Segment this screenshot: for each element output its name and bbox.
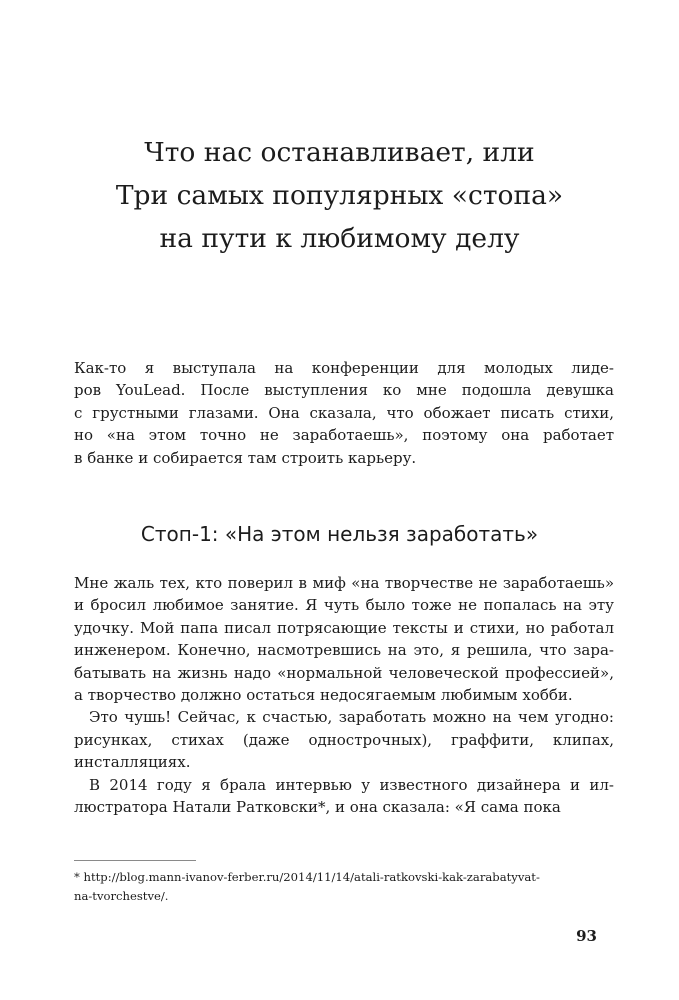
text-line: а творчество должно остаться недосягаемым любимым хобби.	[74, 686, 573, 705]
chapter-title	[60, 131, 619, 260]
footnote-divider	[74, 860, 196, 861]
text-line: Это чушь! Сейчас, к счастью, заработать можно на чем угодно:	[89, 708, 614, 727]
text-line: рисунках, стихах (даже однострочных), граффити, клипах,	[74, 730, 614, 749]
text-line: инженером. Конечно, насмотревшись на это, я решила, что зара-	[74, 641, 614, 660]
footnote	[74, 868, 614, 906]
text-line: люстратора Натали Ратковски*, и она сказала: «Я сама пока	[74, 798, 561, 817]
text-line: В 2014 году я брала интервью у известного дизайнера и ил-	[89, 775, 614, 794]
chapter-title-line: на пути к любимому делу	[159, 223, 520, 254]
text-line: инсталляциях.	[74, 753, 191, 772]
text-line: удочку. Мой папа писал потрясающие тексты и стихи, но работал	[74, 618, 614, 637]
text-line: Как-то я выступала на конференции для молодых лиде-	[74, 359, 614, 377]
text-line: батывать на жизнь надо «нормальной человеческой профессией»,	[74, 663, 614, 682]
footnote-line: * http://blog.mann-ivanov-ferber.ru/2014/11/14/atali-ratkovski-kak-zarabatyvat-	[74, 870, 540, 884]
text-line: с грустными глазами. Она сказала, что обожает писать стихи,	[74, 403, 614, 422]
text-line: Мне жаль тех, кто поверил в миф «на творчестве не заработаешь»	[74, 574, 614, 592]
text-line: но «на этом точно не заработаешь», поэтому она работает	[74, 426, 614, 445]
text-line: и бросил любимое занятие. Я чуть было тоже не попалась на эту	[74, 596, 614, 615]
footnote-line: na-tvorchestve/.	[74, 889, 169, 903]
text-line: в банке и собирается там строить карьеру.	[74, 448, 417, 467]
text-line: ров YouLead. После выступления ко мне подошла девушка	[74, 381, 614, 400]
chapter-title-line: Что нас останавливает, или	[144, 137, 535, 168]
intro-paragraph	[74, 357, 614, 469]
section-heading: Стоп-1: «На этом нельзя заработать»	[140, 522, 539, 546]
chapter-title-line: Три самых популярных «стопа»	[115, 180, 564, 211]
section-body	[74, 572, 614, 818]
page-number: 93	[576, 927, 597, 945]
